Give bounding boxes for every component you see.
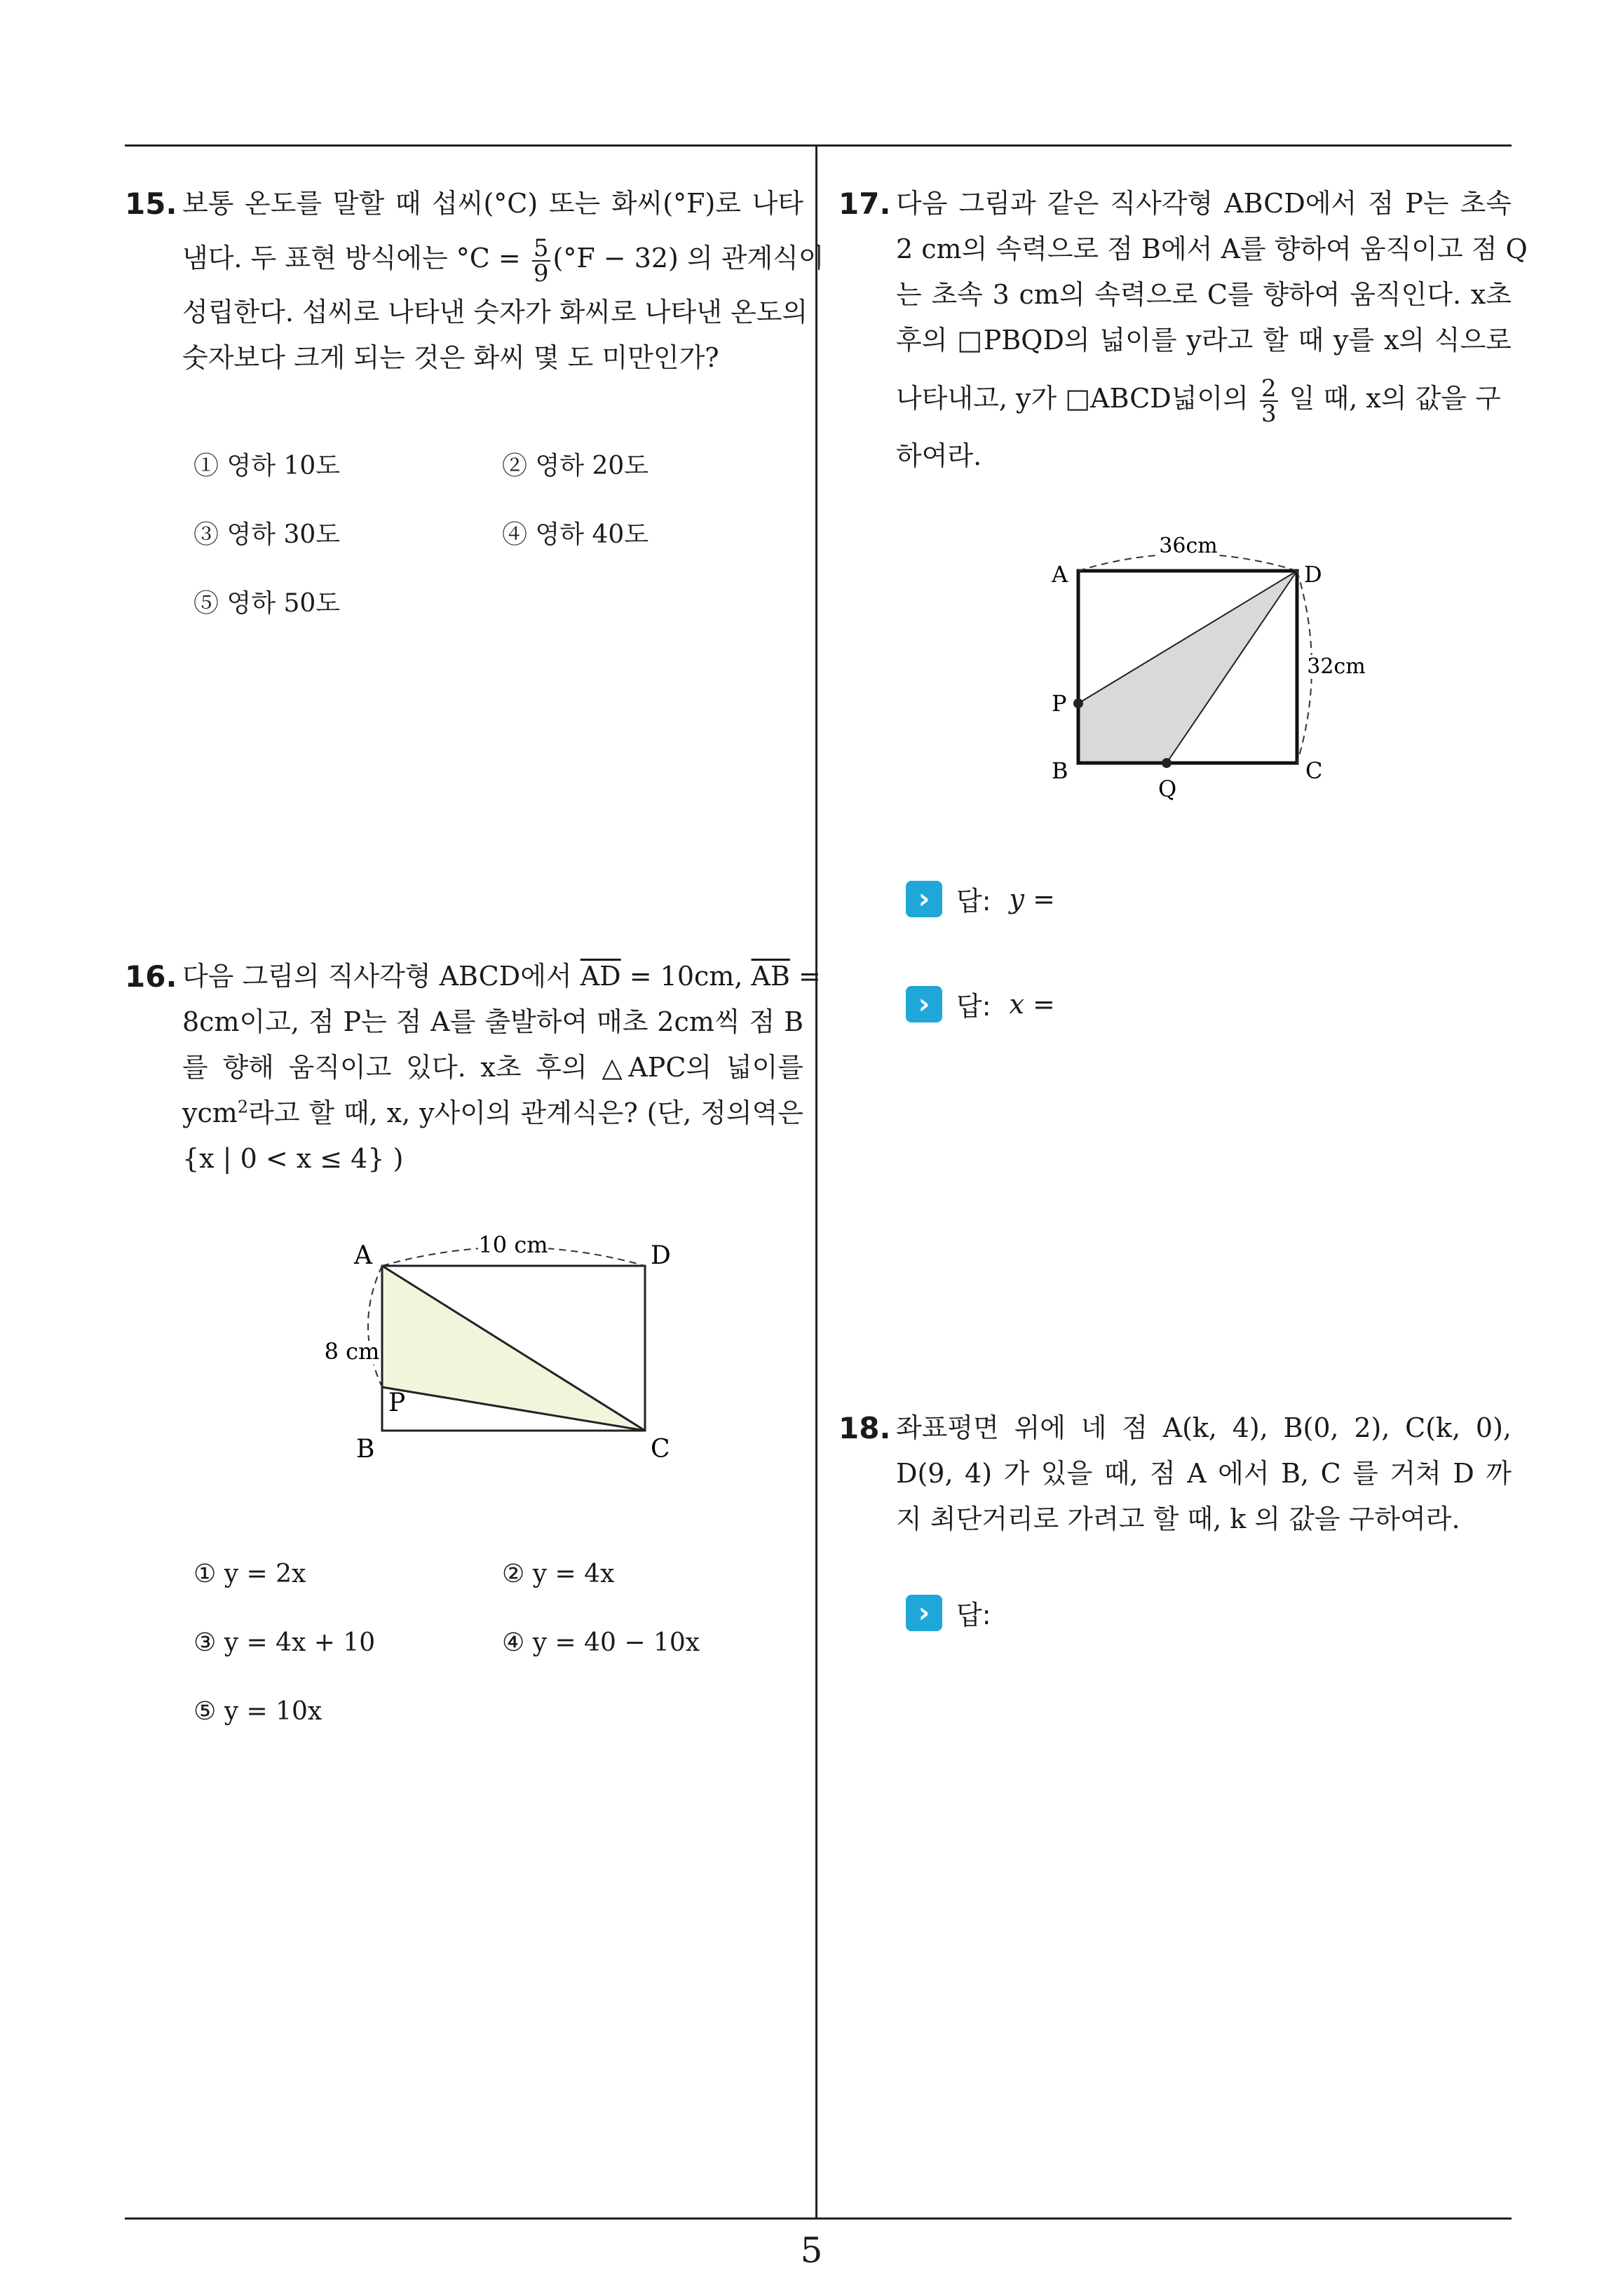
question-text-line: 성립한다. 섭씨로 나타낸 숫자가 화씨로 나타낸 온도의: [182, 297, 808, 327]
question-text-line: 다음 그림의 직사각형 ABCD에서 $\overline{AD} = 10cm$, $\overline{AB}$ =: [182, 961, 821, 992]
answer-17-y[interactable]: › 답: y =: [906, 879, 1055, 918]
question-text-line: 는 초속 3 cm의 속력으로 C를 향하여 움직인다. x초: [896, 279, 1512, 310]
point-q-label: Q: [1158, 776, 1177, 802]
question-text-line: 하여라.: [896, 440, 982, 471]
chevron-right-icon: ›: [906, 881, 942, 917]
choice-3[interactable]: ③ 영하 30도: [193, 520, 341, 549]
vertex-b-label: B: [356, 1435, 375, 1464]
question-text-line: 다음 그림과 같은 직사각형 ABCD에서 점 P는 초속: [896, 188, 1512, 219]
figure-17-rectangle: [1038, 519, 1402, 806]
chevron-right-icon: ›: [906, 986, 942, 1022]
choice-1[interactable]: ① 영하 10도: [193, 452, 341, 480]
question-text-line: 냄다. 두 표현 방식에는 °C = $\frac{5}{9}$ (°F − 32) 의 관계식이: [182, 234, 824, 288]
question-text-line: 8cm이고, 점 P는 점 A를 출발하여 매초 2cm씩 점 B: [182, 1006, 803, 1037]
answer-18[interactable]: › 답:: [906, 1593, 1010, 1632]
question-text-line: 좌표평면 위에 네 점 A(k, 4), B(0, 2), C(k, 0),: [896, 1412, 1512, 1443]
question-text-line: D(9, 4) 가 있을 때, 점 A 에서 B, C 를 거쳐 D 까: [896, 1458, 1512, 1489]
question-text-line: 2 cm의 속력으로 점 B에서 A를 향하여 움직이고 점 Q: [896, 234, 1528, 264]
vertex-b-label: B: [1052, 757, 1068, 784]
bottom-rule: [125, 2217, 1512, 2220]
top-length-label: 36cm: [1159, 534, 1218, 558]
question-text-line: 보통 온도를 말할 때 섭씨(°C) 또는 화씨(°F)로 나타: [182, 188, 803, 219]
question-text-line: {x | 0 < x ≤ 4} ): [182, 1143, 404, 1174]
question-text-line: 후의 □PBQD의 넓이를 y라고 할 때 y를 x의 식으로: [896, 325, 1512, 356]
chevron-right-icon: ›: [906, 1595, 942, 1631]
answer-17-x[interactable]: › 답: x =: [906, 985, 1055, 1023]
question-text-line: 지 최단거리로 가려고 할 때, k 의 값을 구하여라.: [896, 1504, 1460, 1534]
question-number: 18.: [838, 1411, 891, 1445]
left-length-label: 8 cm: [324, 1338, 380, 1365]
top-length-label: 10 cm: [478, 1231, 548, 1258]
question-text-line: ycm$^2$라고 할 때, x, y사이의 관계식은? (단, 정의역은: [182, 1097, 803, 1128]
vertex-a-label: A: [1052, 561, 1068, 588]
vertex-a-label: A: [354, 1241, 372, 1270]
question-text-line: 숫자보다 크게 되는 것은 화씨 몇 도 미만인가?: [182, 342, 719, 373]
question-text-line: 를 향해 움직이고 있다. x초 후의 △APC의 넓이를: [182, 1052, 803, 1083]
column-divider: [815, 144, 817, 2219]
vertex-d-label: D: [1304, 561, 1322, 588]
vertex-d-label: D: [651, 1241, 671, 1270]
choice-2[interactable]: ② 영하 20도: [502, 452, 649, 480]
page-number: 5: [800, 2230, 823, 2271]
choice-1[interactable]: ① y = 2x: [193, 1560, 306, 1588]
figure-16-rectangle: [294, 1213, 687, 1473]
choice-3[interactable]: ③ y = 4x + 10: [193, 1628, 376, 1657]
question-number: 16.: [125, 959, 177, 994]
segment-ad: $\overline{AD}$: [580, 961, 621, 992]
right-length-label: 32cm: [1307, 654, 1366, 679]
fraction: $\frac{2}{3}$: [1261, 374, 1277, 428]
choice-4[interactable]: ④ y = 40 − 10x: [502, 1628, 700, 1657]
quadrilateral-pbqd: [1078, 571, 1297, 763]
fraction: $\frac{5}{9}$: [533, 234, 549, 288]
choice-5[interactable]: ⑤ y = 10x: [193, 1697, 322, 1726]
choice-2[interactable]: ② y = 4x: [502, 1560, 615, 1588]
vertex-c-label: C: [651, 1435, 670, 1464]
choice-5[interactable]: ⑤ 영하 50도: [193, 589, 341, 618]
question-text-line: 나타내고, y가 □ABCD넓이의 $\frac{2}{3}$ 일 때, x의 값을 구: [896, 374, 1501, 428]
segment-ab: $\overline{AB}$: [751, 961, 790, 992]
choice-4[interactable]: ④ 영하 40도: [502, 520, 649, 549]
question-number: 17.: [838, 187, 891, 221]
point-p-label: P: [388, 1389, 406, 1417]
question-number: 15.: [125, 187, 177, 221]
vertex-c-label: C: [1305, 757, 1323, 784]
top-rule: [125, 144, 1512, 147]
point-p-label: P: [1052, 690, 1067, 717]
